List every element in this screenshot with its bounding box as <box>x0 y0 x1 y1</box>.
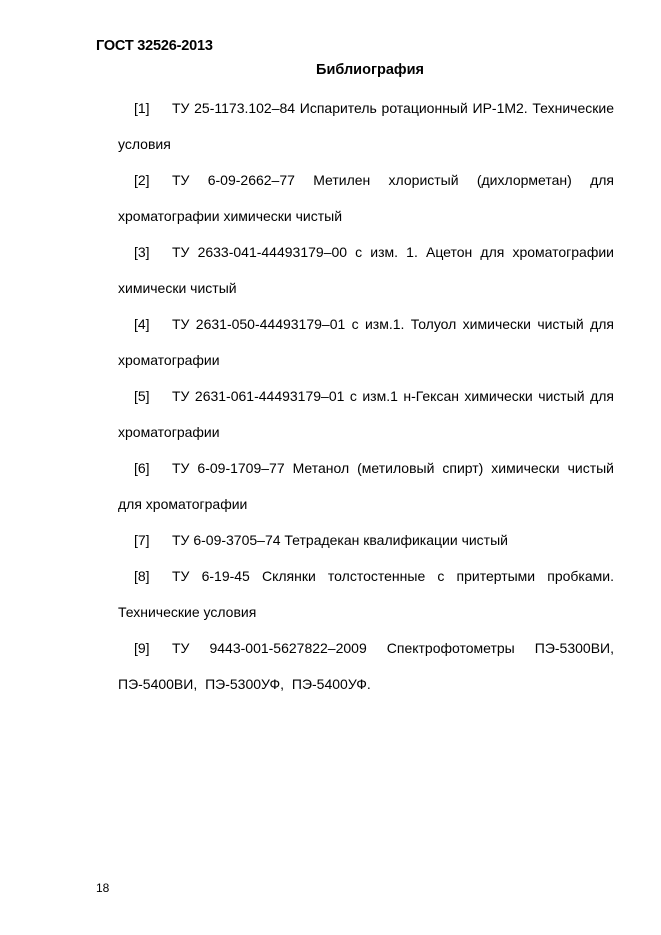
entry-number: [9] <box>134 640 150 656</box>
entry-text: ТУ 25-1173.102–84 Испаритель ротационный ИР-1М2. Технические условия <box>118 100 614 152</box>
bibliography-entry <box>118 522 614 558</box>
bibliography-list <box>118 90 614 702</box>
entry-text: ТУ 9443-001-5627822–2009 Спектрофотометры ПЭ-5300ВИ, ПЭ-5400ВИ, ПЭ-5300УФ, ПЭ-5400УФ. <box>118 640 614 692</box>
bibliography-entry <box>118 450 614 522</box>
entry-number: [2] <box>134 172 150 188</box>
entry-text: ТУ 6-09-2662–77 Метилен хлористый (дихлорметан) для хроматографии химически чистый <box>118 172 614 224</box>
bibliography-entry <box>118 378 614 450</box>
entry-number: [5] <box>134 388 150 404</box>
entry-number: [3] <box>134 244 150 260</box>
entry-number: [1] <box>134 100 150 116</box>
section-title: Библиография <box>316 62 424 78</box>
entry-text: ТУ 2631-050-44493179–01 с изм.1. Толуол химически чистый для хроматографии <box>118 316 614 368</box>
bibliography-entry <box>118 558 614 630</box>
entry-text: ТУ 6-09-1709–77 Метанол (метиловый спирт) химически чистый для хроматографии <box>118 460 614 512</box>
entry-text: ТУ 6-19-45 Склянки толстостенные с притертыми пробками. Технические условия <box>118 568 614 620</box>
entry-text: ТУ 2633-041-44493179–00 с изм. 1. Ацетон для хроматографии химически чистый <box>118 244 614 296</box>
standard-header: ГОСТ 32526-2013 <box>96 38 213 54</box>
bibliography-entry <box>118 234 614 306</box>
bibliography-entry <box>118 90 614 162</box>
bibliography-entry <box>118 306 614 378</box>
entry-text: ТУ 6-09-3705–74 Тетрадекан квалификации чистый <box>172 532 508 548</box>
bibliography-entry <box>118 162 614 234</box>
entry-number: [8] <box>134 568 150 584</box>
entry-number: [7] <box>134 532 150 548</box>
entry-text: ТУ 2631-061-44493179–01 с изм.1 н-Гексан химически чистый для хроматографии <box>118 388 614 440</box>
bibliography-entry <box>118 630 614 702</box>
entry-number: [6] <box>134 460 150 476</box>
entry-number: [4] <box>134 316 150 332</box>
page-number: 18 <box>96 881 110 895</box>
